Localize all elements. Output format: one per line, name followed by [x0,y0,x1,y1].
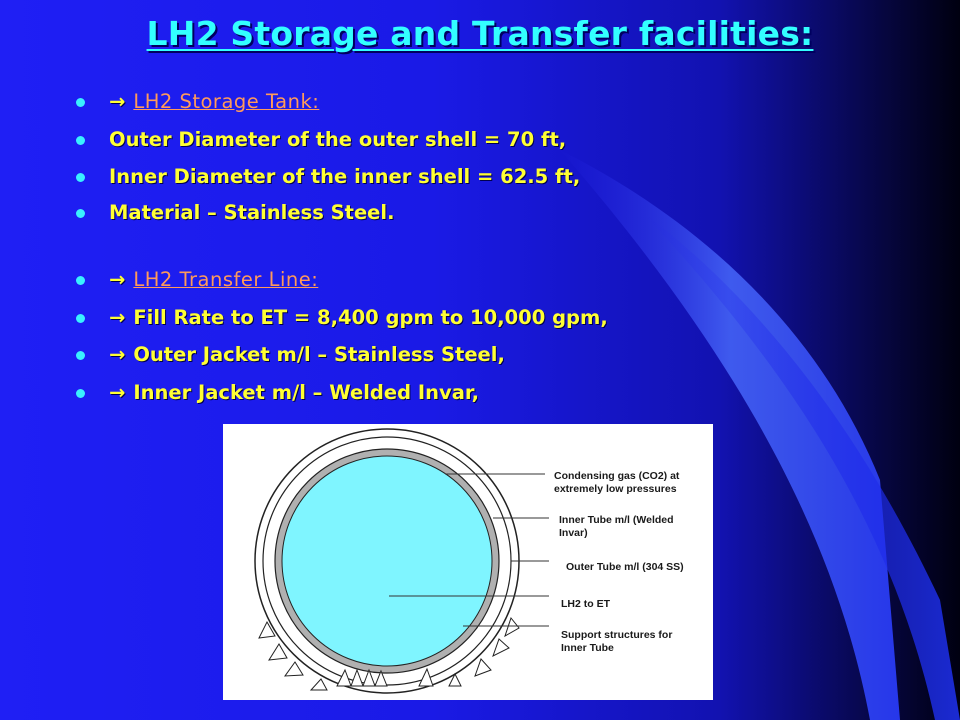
bullet-text: Inner Diameter of the inner shell = 62.5 ft, [109,165,581,188]
transfer-line-cross-section-diagram [223,424,713,700]
slide-title: LH2 Storage and Transfer facilities: [146,14,814,53]
right-arrow-icon: → [109,381,126,404]
bullet-text: Material – Stainless Steel. [109,201,395,224]
right-arrow-icon: → [109,268,126,291]
bullet-dot-icon [76,276,85,285]
label-lh2-to-et: LH2 to ET [561,598,610,610]
bullet-dot-icon [76,389,85,398]
label-inner-tube: Inner Tube m/l (Welded Invar) [559,514,674,539]
bullet-text: Inner Jacket m/l – Welded Invar, [133,381,480,404]
bullet-dot-icon [76,98,85,107]
bullet-dot-icon [76,314,85,323]
right-arrow-icon: → [109,306,126,329]
bullet-text: Outer Jacket m/l – Stainless Steel, [133,343,505,366]
bullet-dot-icon [76,209,85,218]
right-arrow-icon: → [109,90,126,113]
bullet-text: Fill Rate to ET = 8,400 gpm to 10,000 gpm, [133,306,608,329]
label-outer-tube: Outer Tube m/l (304 SS) [566,561,684,573]
bullet-dot-icon [76,173,85,182]
bullet-text: Outer Diameter of the outer shell = 70 ft, [109,128,567,151]
bullet-dot-icon [76,136,85,145]
bullet-heading-transfer-line: LH2 Transfer Line: [133,268,319,291]
label-condensing-gas: Condensing gas (CO2) at extremely low pressures [554,470,680,495]
bullet-dot-icon [76,351,85,360]
right-arrow-icon: → [109,343,126,366]
bullet-heading-storage-tank: LH2 Storage Tank: [133,90,320,113]
label-support-structures: Support structures for Inner Tube [561,629,673,654]
